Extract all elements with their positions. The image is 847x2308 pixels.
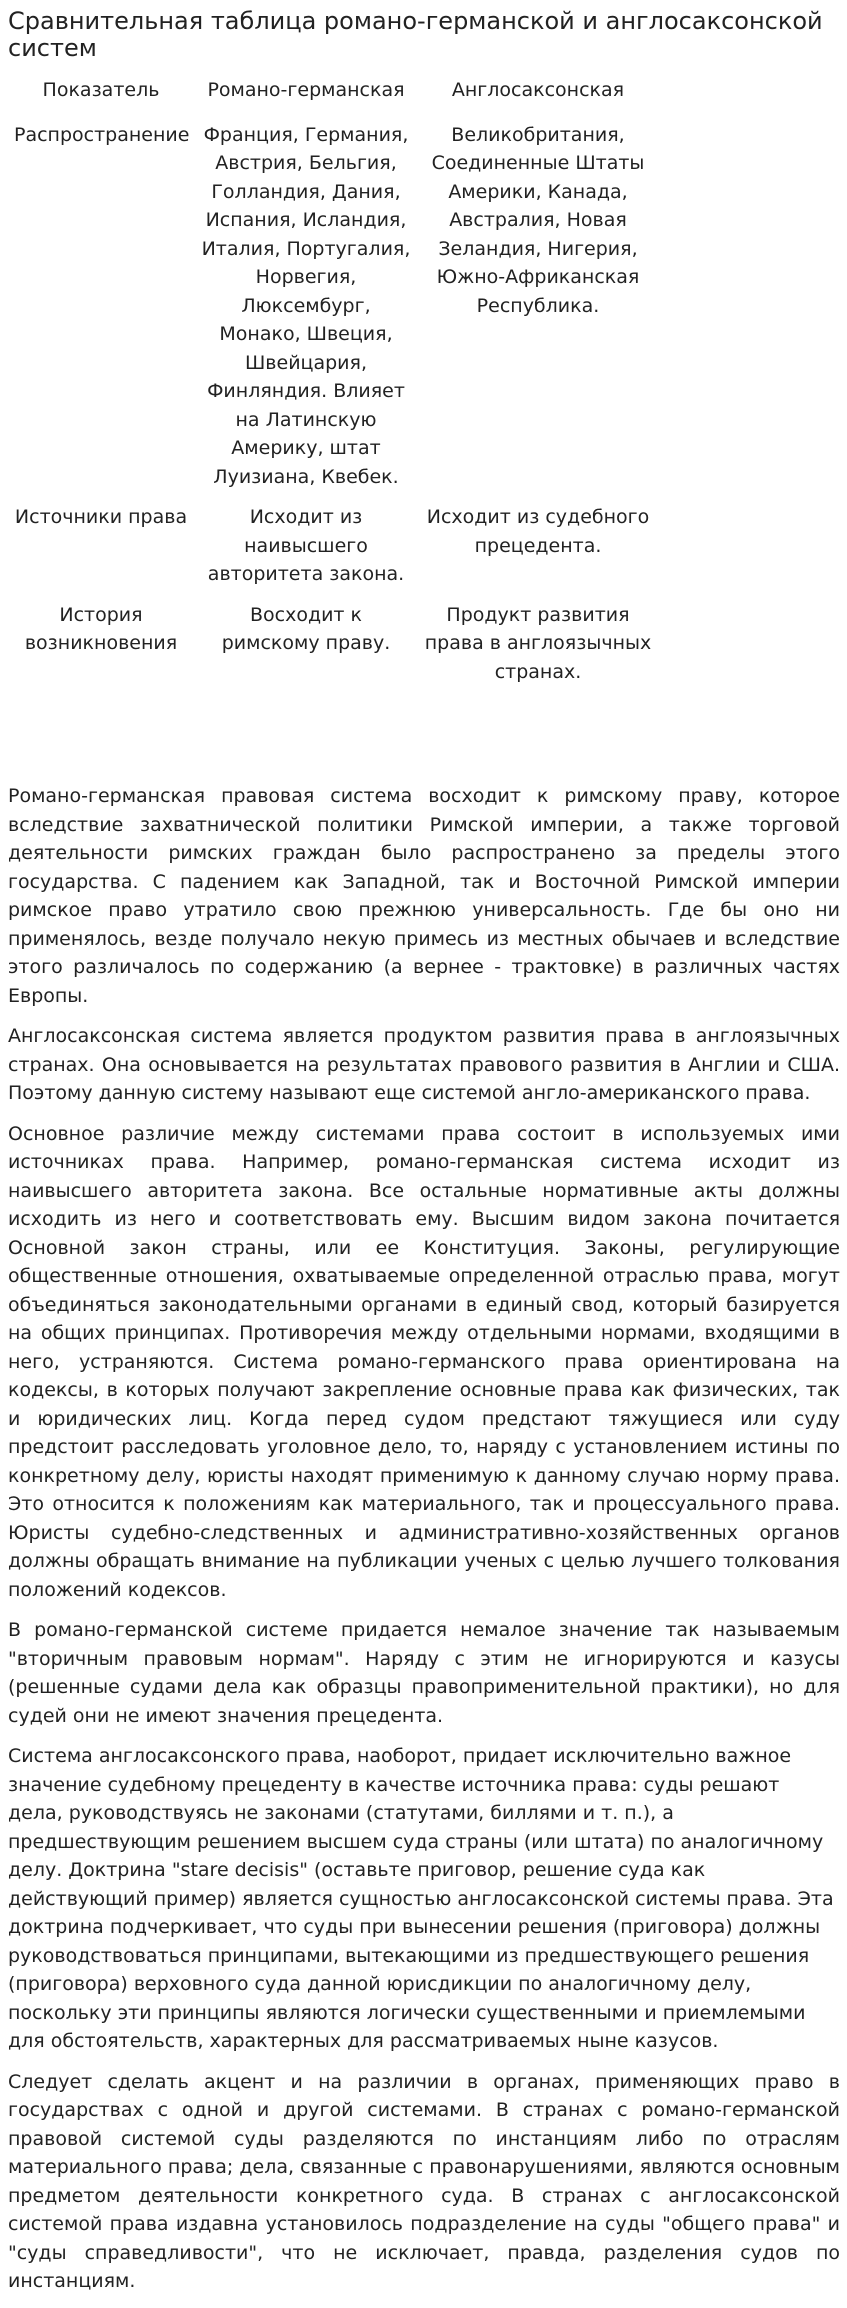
- paragraph: Следует сделать акцент и на различии в органах, применяющих право в государствах с одной и другой системами. В странах с романо-германской правовой системой суды разделяются по инстанциям либо по отраслям материального права; дела, связанные с правонарушениями, являются основным предметом деятельности конкретного суда. В странах с англосаксонской системой права издавна установилось подразделение на суды "общего права" и "суды справедливости", что не исключает, правда, разделения судов по инстанциям.: [8, 2070, 840, 2292]
- column-header-anglo-saxon: Англосаксонская: [451, 79, 625, 101]
- column-header-indicator: Показатель: [42, 79, 160, 101]
- table-cell: Продукт развития права в англоязычных странах.: [424, 603, 652, 683]
- table-row: [8, 121, 658, 504]
- table-cell: Источники права: [14, 506, 188, 528]
- comparison-table: [8, 76, 658, 698]
- table-header-row: [8, 76, 658, 121]
- table-cell: Исходит из судебного прецедента.: [426, 506, 650, 557]
- table-cell: Франция, Германия, Австрия, Бельгия, Голландия, Дания, Испания, Исландия, Италия, Португалия, Норвегия, Люксембург, Монако, Швеция, Швейцария, Финляндия. Влияет на Латинскую Америку, штат Луизиана, Квебек.: [201, 123, 411, 488]
- column-header-romano-germanic: Романо-германская: [207, 79, 405, 101]
- page-title: Сравнительная таблица романо-германской и англосаксонской систем: [8, 7, 823, 62]
- table-cell: Великобритания, Соединенные Штаты Америки, Канада, Австралия, Новая Зеландия, Нигерия, Южно-Африканская Республика.: [431, 123, 645, 317]
- paragraph: Англосаксонская система является продуктом развития права в англоязычных странах. Она основывается на результатах правового развития в Англии и США. Поэтому данную систему называют еще системой англо-американского права.: [8, 1025, 840, 1104]
- paragraph: В романо-германской системе придается немалое значение так называемым "вторичным правовым нормам". Наряду с этим не игнорируются и казусы (решенные судами дела как образцы правоприменительной практики), но для судей они не имеют значения прецедента.: [8, 1619, 840, 1727]
- table-cell: Восходит к римскому праву.: [221, 603, 391, 654]
- table-cell: Исходит из наивысшего авторитета закона.: [207, 506, 405, 585]
- paragraph: Система англосаксонского права, наоборот, придает исключительно важное значение судебному прецеденту в качестве источника права: суды решают дела, руководствуясь не законами (статутами, биллями и т. п.), а предшествующим решением высшем суда страны (или штата) по аналогичному делу. Доктрина "stare decisis" (оставьте приговор, решение суда как действующий пример) является сущностью англосаксонской системы права. Эта доктрина подчеркивает, что суды при вынесении решения (приговора) должны руководствоваться принципами, вытекающими из предшествующего решения (приговора) верховного суда данной юрисдикции по аналогичному делу, поскольку эти принципы являются логически существенными и приемлемыми для обстоятельств, характерных для рассматриваемых ныне казусов.: [8, 1745, 834, 2052]
- paragraph: Романо-германская правовая система восходит к римскому праву, которое вследствие захватнической политики Римской империи, а также торговой деятельности римских граждан было распространено за пределы этого государства. С падением как Западной, так и Восточной Римской империи римское право утратило свою прежнюю универсальность. Где бы оно ни применялось, везде получало некую примесь из местных обычаев и вследствие этого различалось по содержанию (а вернее - трактовке) в различных частях Европы.: [8, 785, 840, 1007]
- table-row: [8, 601, 658, 699]
- table-cell: История возникновения: [24, 603, 178, 654]
- table-row: [8, 503, 658, 601]
- table-cell: Распространение: [14, 123, 190, 146]
- paragraph: Основное различие между системами права состоит в используемых ими источниках права. Например, романо-германская система исходит из наивысшего авторитета закона. Все остальные нормативные акты должны исходить из него и соответствовать ему. Высшим видом закона почитается Основной закон страны, или ее Конституция. Законы, регулирующие общественные отношения, охватываемые определенной отраслью права, могут объединяться законодательными органами в единый свод, который базируется на общих принципах. Противоречия между отдельными нормами, входящими в него, устраняются. Система романо-германского права ориентирована на кодексы, в которых получают закрепление основные права как физических, так и юридических лиц. Когда перед судом предстают тяжущиеся или суду предстоит расследовать уголовное дело, то, наряду с установлением истины по конкретному делу, юристы находят применимую к данному случаю норму права. Это относится к положениям как материального, так и процессуального права. Юристы судебно-следственных и административно-хозяйственных органов должны обращать внимание на публикации ученых с целью лучшего толкования положений кодексов.: [8, 1122, 840, 1601]
- article-body: [8, 782, 839, 2296]
